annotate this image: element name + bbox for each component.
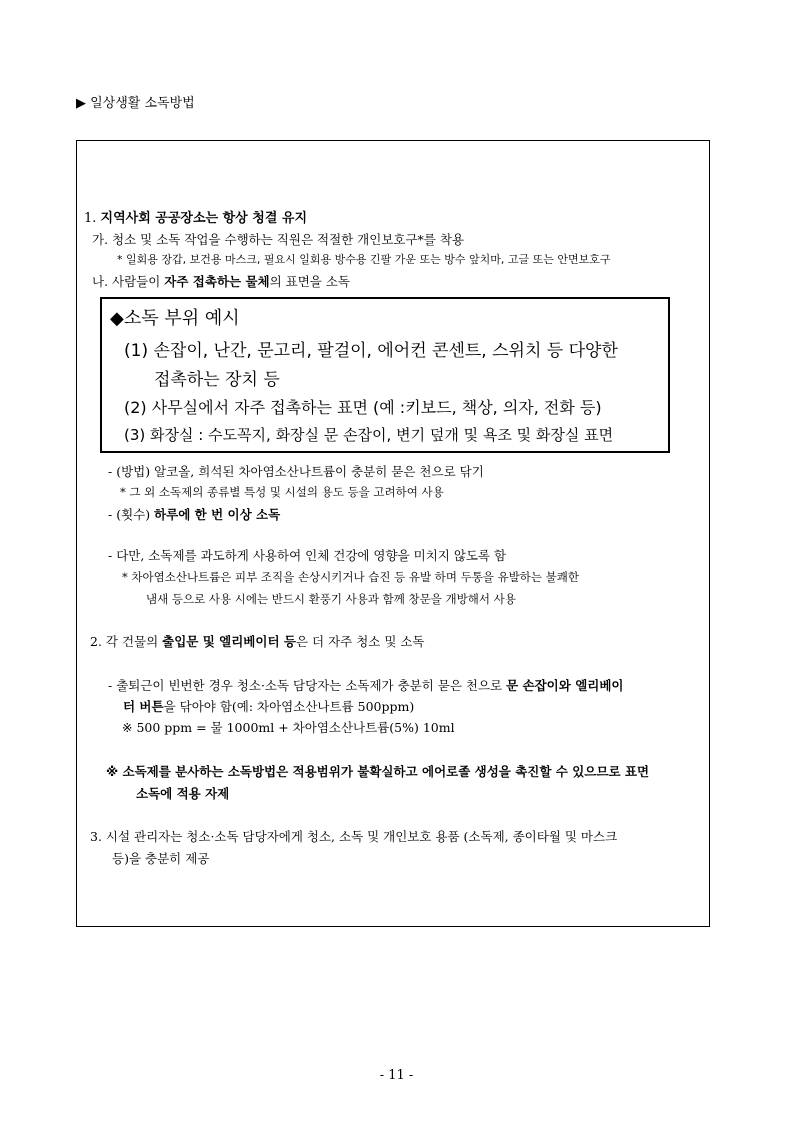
item2-suffix: 은 더 자주 청소 및 소독 bbox=[295, 634, 425, 649]
frequency-bold: 하루에 한 번 이상 소독 bbox=[154, 507, 281, 522]
item2-detail-bold-2: 터 버튼 bbox=[123, 699, 164, 714]
item2-bold: 출입문 및 엘리베이터 등 bbox=[162, 634, 296, 649]
example-line-1-cont: 접촉하는 장치 등 bbox=[154, 370, 280, 390]
item3-line-2: 등)을 충분히 제공 bbox=[112, 851, 210, 866]
item1-a-note: * 일회용 장갑, 보건용 마스크, 필요시 일회용 방수용 긴팔 가운 또는 방수 앞치마, 고글 또는 안면보호구 bbox=[117, 253, 611, 266]
frequency-line bbox=[108, 505, 280, 523]
example-title: ◆소독 부위 예시 bbox=[110, 308, 240, 329]
caution-note-2: 냄새 등으로 사용 시에는 반드시 환풍기 사용과 함께 창문을 개방해서 사용 bbox=[146, 592, 516, 606]
item1-a: 가. 청소 및 소독 작업을 수행하는 직원은 적절한 개인보호구*를 착용 bbox=[92, 232, 465, 247]
item1-b-suffix: 의 표면을 소독 bbox=[269, 274, 351, 289]
item2-detail-prefix: - 출퇴근이 빈번한 경우 청소·소독 담당자는 소독제가 충분히 묻은 천으로 bbox=[108, 678, 507, 693]
item2-detail-2 bbox=[123, 697, 414, 715]
item1-number: 1. bbox=[84, 211, 97, 226]
item2-detail-1 bbox=[108, 676, 624, 694]
caution-line: - 다만, 소독제를 과도하게 사용하여 인체 건강에 영향을 미치지 않도록 함 bbox=[108, 548, 507, 563]
item2-detail-suffix: 을 닦아야 함(예: 차아염소산나트륨 500ppm) bbox=[163, 699, 415, 714]
item1-b-bold: 자주 접촉하는 물체 bbox=[164, 274, 270, 289]
item3-line-1: 3. 시설 관리자는 청소·소독 담당자에게 청소, 소독 및 개인보호 용품 (소독제, 종이타월 및 마스크 bbox=[90, 829, 618, 844]
warning-line-1: ※ 소독제를 분사하는 소독방법은 적용범위가 불확실하고 에어로졸 생성을 촉진할 수 있으므로 표면 bbox=[106, 764, 650, 779]
section-title: ▶ 일상생활 소독방법 bbox=[76, 96, 195, 111]
item2-detail-bold-1: 문 손잡이와 엘리베이 bbox=[506, 678, 624, 693]
item1-heading-text: 지역사회 공공장소는 항상 청결 유지 bbox=[100, 211, 308, 226]
item2-heading bbox=[90, 632, 425, 650]
item1-b-prefix: 나. 사람들이 bbox=[92, 274, 165, 289]
example-line-3: (3) 화장실 : 수도꼭지, 화장실 문 손잡이, 변기 덮개 및 욕조 및 화장실 표면 bbox=[124, 426, 614, 444]
example-line-1: (1) 손잡이, 난간, 문고리, 팔걸이, 에어컨 콘센트, 스위치 등 다양한 bbox=[124, 341, 618, 361]
caution-note-1: * 차아염소산나트륨은 피부 조직을 손상시키거나 습진 등 유발 하며 두통을 유발하는 불쾌한 bbox=[122, 570, 579, 584]
method-note: * 그 외 소독제의 종류별 특성 및 시설의 용도 등을 고려하여 사용 bbox=[120, 485, 444, 499]
item2-formula: ※ 500 ppm = 물 1000ml + 차아염소산나트륨(5%) 10ml bbox=[122, 720, 455, 735]
method-line: - (방법) 알코올, 희석된 차아염소산나트륨이 충분히 묻은 천으로 닦기 bbox=[108, 464, 484, 479]
item2-prefix: 2. 각 건물의 bbox=[90, 634, 163, 649]
item1-b bbox=[92, 272, 350, 290]
frequency-prefix: - (횟수) bbox=[108, 507, 155, 522]
item1-heading bbox=[84, 207, 307, 226]
disinfection-example-box bbox=[100, 297, 670, 453]
example-line-2: (2) 사무실에서 자주 접촉하는 표면 (예 :키보드, 책상, 의자, 전화 등) bbox=[124, 398, 602, 417]
page-number: - 11 - bbox=[379, 1068, 414, 1083]
warning-line-2: 소독에 적용 자제 bbox=[136, 786, 230, 801]
